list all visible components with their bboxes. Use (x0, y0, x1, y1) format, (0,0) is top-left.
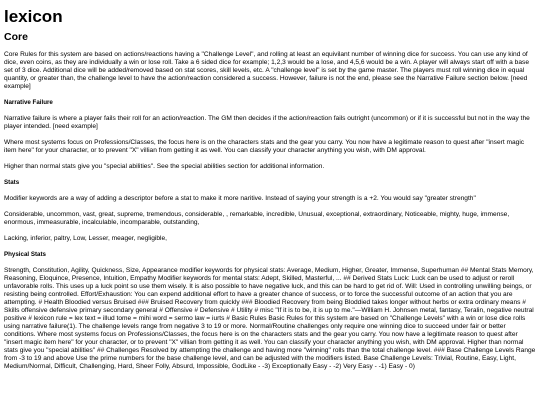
stats-paragraph: Modifier keywords are a way of adding a descriptor before a stat to make it more naritive. Instead of saying your strength is a +2. You would say "greater strength" (4, 195, 476, 202)
physical-stats-heading: Physical Stats (4, 251, 46, 258)
special-abilities-paragraph: Higher than normal stats give you "special abilities". See the special abilities section for additional information. (4, 163, 325, 170)
stats-heading: Stats (4, 179, 20, 186)
narrative-failure-heading: Narrative Failure (4, 99, 53, 106)
professions-paragraph: Where most systems focus on Professions/Classes, the focus here is on the characters stats and the gear you carry. You now have a legitimate reason to quest after "insert magic item here" for your character, or to prevent "X" villian from getting it as well. You can classify your character anything you wish, with DM approval. (4, 139, 525, 154)
core-heading: Core (4, 31, 28, 43)
positive-keywords-paragraph: Considerable, uncommon, vast, great, supreme, tremendous, considerable, , remarkable, incredible, Unusual, exceptional, extraordinary, Noticeable, mighty, huge, immense, enormous, immeasurable, incalculable, incomparable, outstanding, (4, 211, 510, 226)
negative-keywords-paragraph: Lacking, inferior, paltry, Low, Lesser, meager, negligible, (4, 235, 167, 242)
physical-stats-paragraph: Strength, Constitution, Agility, Quickness, Size, Appearance modifier keywords for physical stats: Average, Medium, Higher, Greater, Immense, Superhuman ## Mental Stats Memory, Reasoning, Eloquince, Presence, Intuition, Empathy Modifier keywords for mental stats: Adept, Skilled, Masterful, ... ## Derived Stats Luck: Luck can be used to adjust or reroll unfavorable rolls. This uses up a luck point so use them wisely. It is also possible to have negative luck, and this can be hard to get rid of. Will: Used in controlling unwilling beings, or resisting being controlled. Effort/Exhaustion: You can expend additional effort to have a greater chance of success, or to force the successful outcome of an action that you are attempting. # Health Bloodied versus Bruised ### Bruised Recovery from quickly ### Bloodied Recovery from being Bloddied takes longer without herbs or extra ordinary means # Skills offensive defensive primary secondary general # Offensive # Defensive # Utility # misc "If it is to be, it is up to me."—William H. Johnsen metal, fantasy, Teralin, negative neutral positive # lexicon rule = lex text = illud tome = mihi word = sermo law = iurts # Basic Rules Basic Rules for this system are based on "Challenge Levels" with a win or lose dice rolls using narrative failure(1). The challenge levels range from negative 3 to 19 or more. Normal/Routine challenges only require one winning dice to succeed under fair or better conditions. Where most systems focus on Professions/Classes, the focus here is on the characters stats and the gear you carry. You now have a legitimate reason to quest after "insert magic item here" for your character, or to prevent "X" villian from getting it as well. You can classify your character anything you wish, with DM approval. Higher than normal stats give you "special abilities" ## Challenges Resolved by attempting the challenge and having more "winning" rolls than the total challenge level. ### Base Challenge Levels Range from -3 to 19 and above Use the prime numbers for the base challenge level, and can be adjusted with the modifiers listed. Base Challenge Levels: Trivial, Routine, Easy, Light, Medium/Normal, Difficult, Challenging, Hard, Sheer Folly, Absurd, Impossible, GodLike - -3) Exceptionally Easy - -2) Very Easy - -1) Easy - 0) (4, 267, 536, 370)
page-title: lexicon (4, 7, 63, 26)
core-paragraph: Core Rules for this system are based on actions/reactions having a "Challenge Level", and rolling at least an equivilant number of winning dice for success. You can use any kind of dice, even coins, as they are individually a win or lose roll. Take a 6 sided dice for example; 1,2,3 would be a lose, and 4,5,6 would be a win. A player will always start off with a base set of 3 dice. Additional dice will be added/removed based on stat scores, skill levels, etc. A "challenge level" is set by the game master. The players must roll winning dice in equal quantity, or greater than, the challenge level to have the action/reaction considered a success. However, failure is not the end, please see the Narrative Failure section below. [need example] (4, 51, 529, 90)
narrative-failure-paragraph: Narrative failure is where a player fails their roll for an action/reaction. The GM then decides if the action/reaction fails outright (uncommon) or if it is successful but not in the way the player intended. [need example] (4, 115, 530, 130)
